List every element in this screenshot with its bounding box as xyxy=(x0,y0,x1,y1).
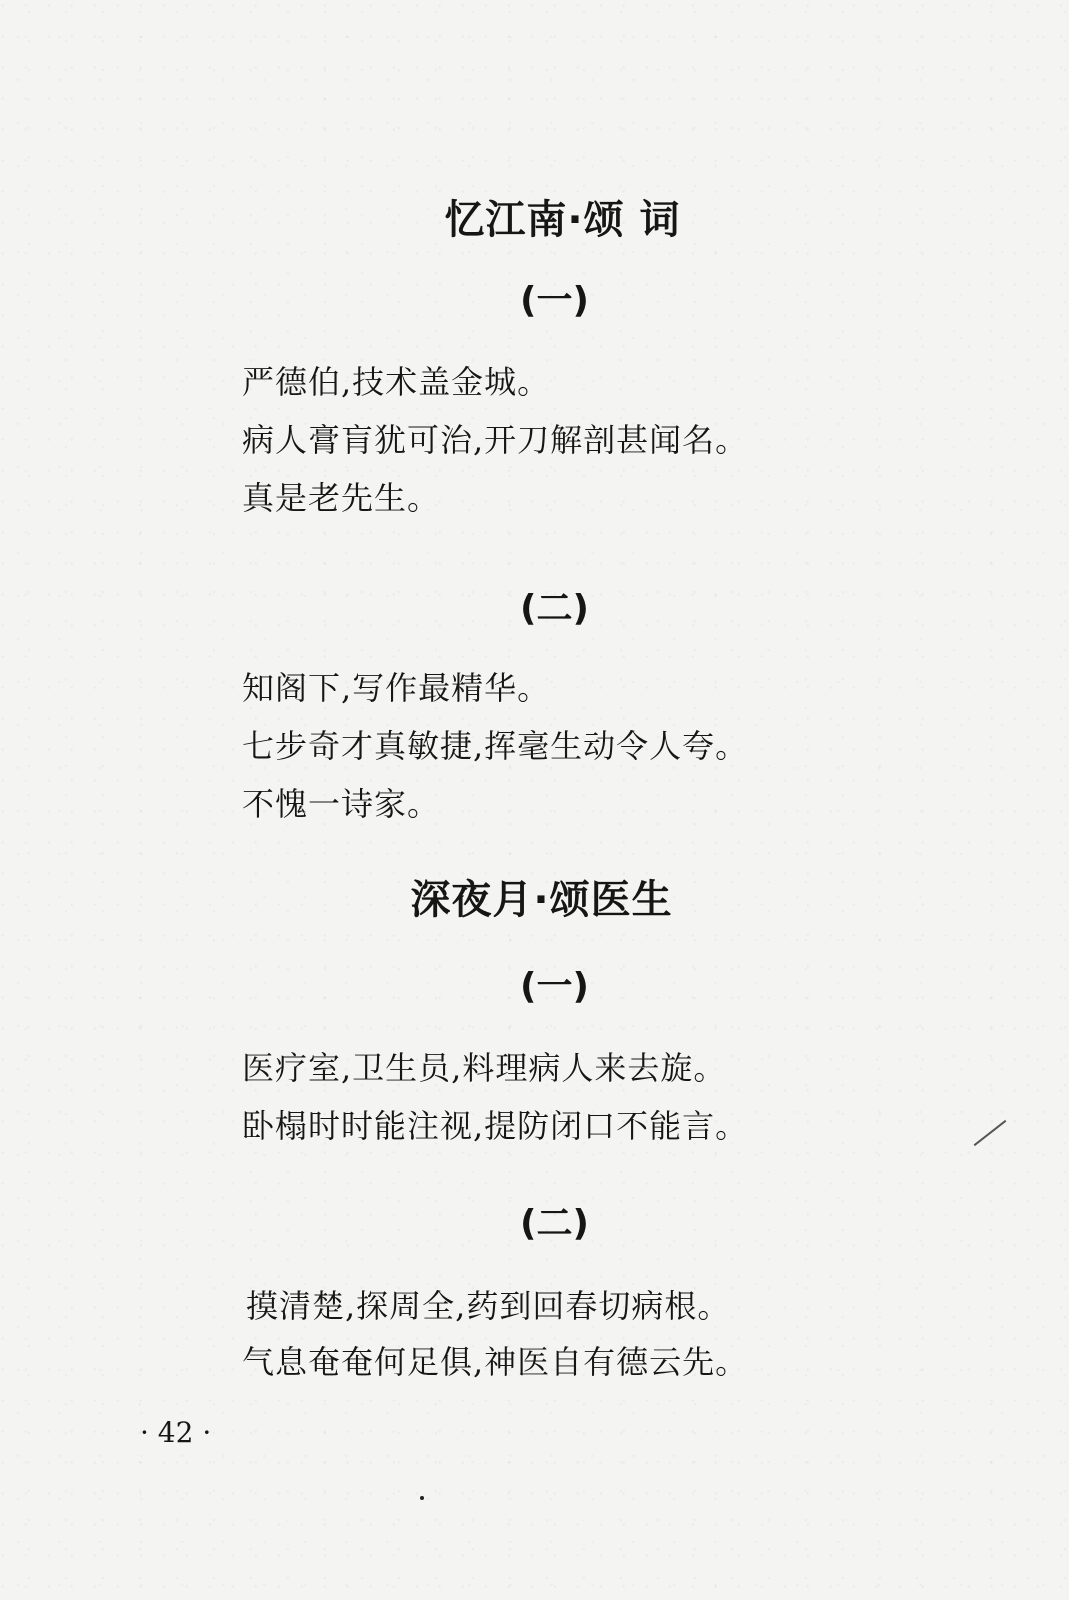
poem-title: 忆江南·颂 词 xyxy=(444,197,681,243)
section-label: (二) xyxy=(520,1203,589,1244)
verse-line: 医疗室,卫生员,料理病人来去旋。 xyxy=(242,1049,727,1087)
verse-line: 卧榻时时能注视,提防闭口不能言。 xyxy=(242,1107,749,1145)
section-label: (一) xyxy=(520,966,589,1007)
verse-line: 严德伯,技术盖金城。 xyxy=(242,363,551,401)
verse-line: 知阁下,写作最精华。 xyxy=(242,669,551,707)
section-label: (二) xyxy=(520,588,589,629)
section-label: (一) xyxy=(520,280,589,321)
verse-line: 气息奄奄何足俱,神医自有德云先。 xyxy=(242,1343,749,1381)
scan-mark xyxy=(974,1120,1007,1146)
poem-title: 深夜月·颂医生 xyxy=(410,877,673,923)
page-number: · 42 · xyxy=(140,1416,212,1449)
verse-line: 摸清楚,探周全,药到回春切病根。 xyxy=(246,1287,731,1325)
verse-line: 七步奇才真敏捷,挥毫生动令人夸。 xyxy=(242,727,749,765)
ink-speck xyxy=(420,1496,424,1500)
verse-line: 不愧一诗家。 xyxy=(242,785,441,823)
verse-line: 真是老先生。 xyxy=(242,479,441,517)
verse-line: 病人膏肓犹可治,开刀解剖甚闻名。 xyxy=(242,421,749,459)
